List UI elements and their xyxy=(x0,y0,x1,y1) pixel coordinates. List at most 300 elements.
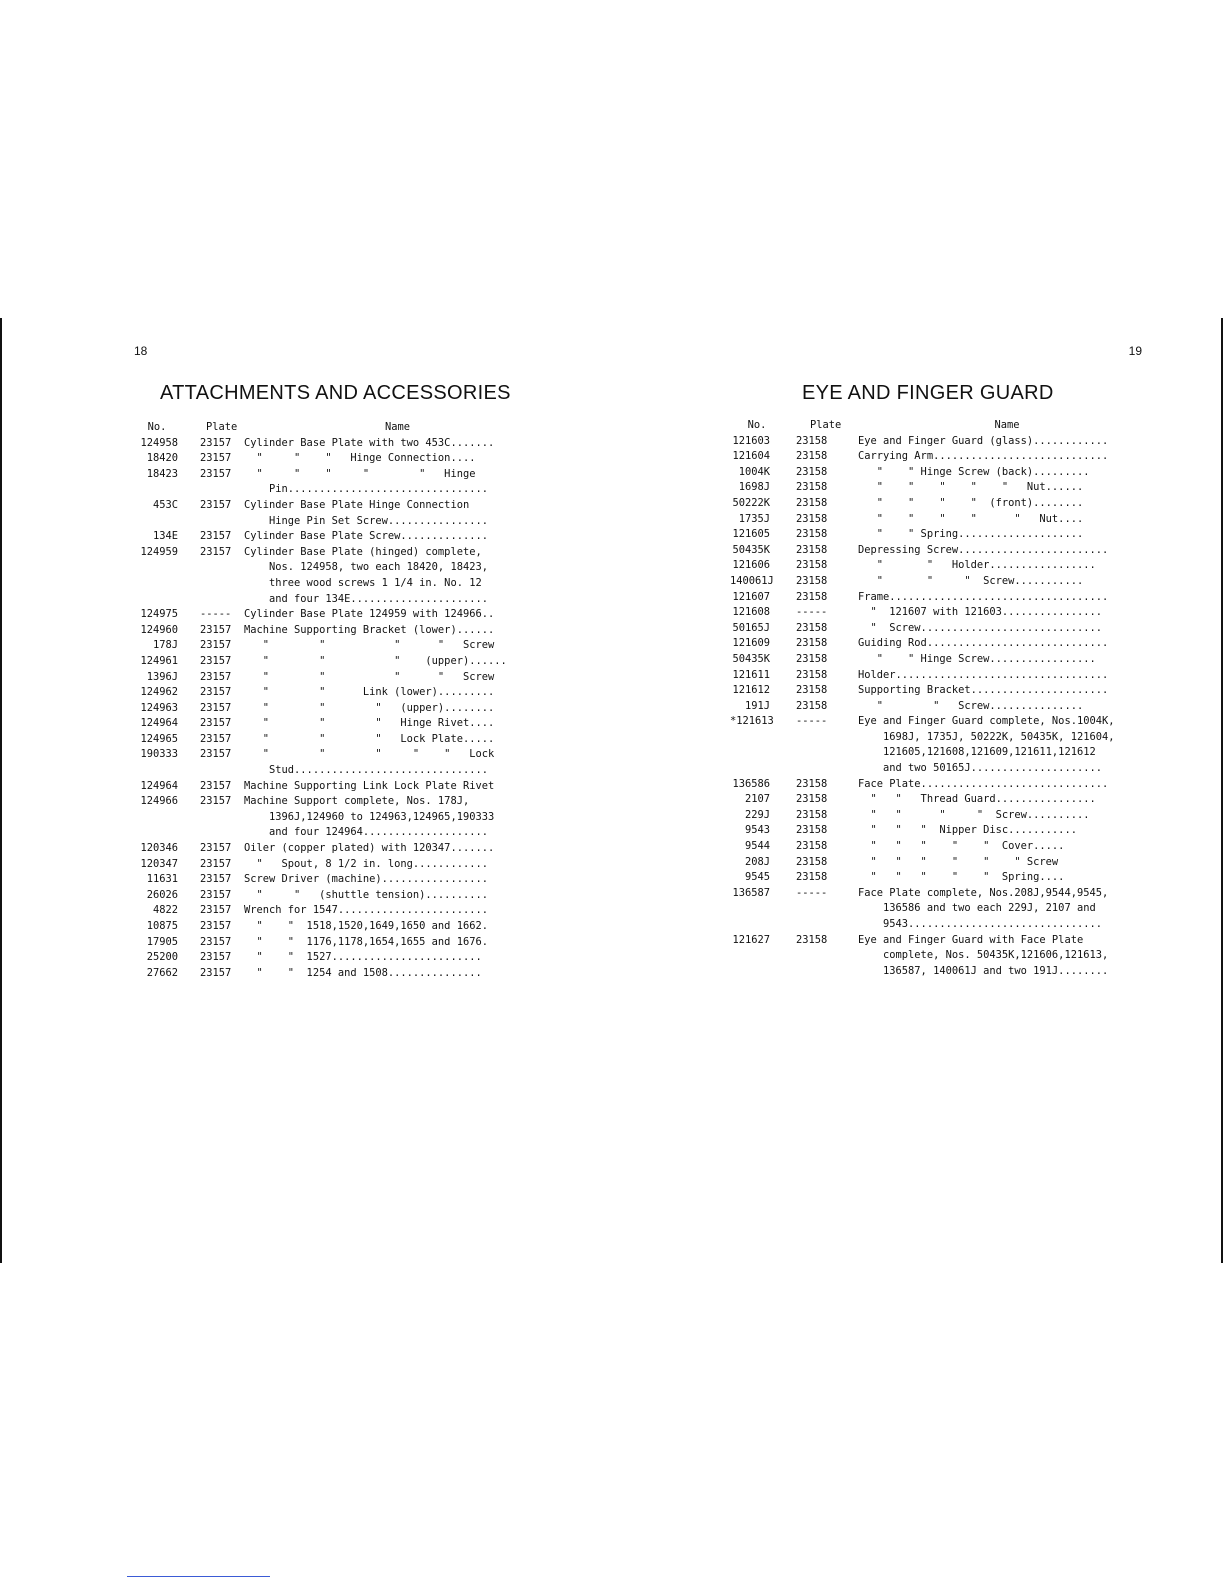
part-name-line: Depressing Screw........................ xyxy=(858,543,1109,556)
part-number: 191J xyxy=(744,699,770,712)
part-name-line: " " 1527........................ xyxy=(244,951,482,964)
part-name-line: Eye and Finger Guard (glass)............ xyxy=(858,434,1109,447)
table-body xyxy=(130,436,545,982)
plate-number: 23157 xyxy=(200,795,232,808)
part-name-line: Cylinder Base Plate 124959 with 124966.. xyxy=(244,608,495,621)
part-name xyxy=(244,919,545,935)
table-row xyxy=(130,670,545,686)
part-name xyxy=(244,654,545,670)
part-name-line: Eye and Finger Guard with Face Plate xyxy=(858,933,1084,946)
table-row xyxy=(730,558,1142,574)
part-name-line: Oiler (copper plated) with 120347....... xyxy=(244,842,495,855)
part-name-line: " " Spring.................... xyxy=(858,528,1084,541)
plate-number: 23158 xyxy=(796,559,828,572)
plate-number: 23157 xyxy=(200,639,232,652)
table-row xyxy=(730,823,1142,839)
part-name-line: " Screw............................. xyxy=(858,621,1102,634)
plate-number: 23158 xyxy=(796,652,828,665)
part-name-line: " " (shuttle tension).......... xyxy=(244,888,488,901)
table-row xyxy=(730,527,1142,543)
plate-number: 23158 xyxy=(796,496,828,509)
part-number: 9544 xyxy=(744,840,770,853)
part-name xyxy=(244,638,545,654)
table-row xyxy=(130,888,545,904)
part-name-line: " 121607 with 121603................ xyxy=(858,606,1102,619)
part-name-line: " " " Hinge Rivet.... xyxy=(244,717,495,730)
part-name xyxy=(858,870,1142,886)
part-number: 1004K xyxy=(738,465,770,478)
table-row xyxy=(130,654,545,670)
part-number: 178J xyxy=(152,639,178,652)
part-number: 1735J xyxy=(738,512,770,525)
table-row xyxy=(130,841,545,857)
part-name xyxy=(244,436,545,452)
part-name-line: Screw Driver (machine)................. xyxy=(244,873,488,886)
part-name-line: Guiding Rod............................. xyxy=(858,637,1109,650)
part-name xyxy=(858,699,1142,715)
table-row xyxy=(130,872,545,888)
table-row xyxy=(730,590,1142,606)
plate-number: 23158 xyxy=(796,808,828,821)
table-row xyxy=(730,480,1142,496)
plate-number: 23157 xyxy=(200,966,232,979)
part-number: 134E xyxy=(152,530,178,543)
part-name-line: " " " (upper)........ xyxy=(244,701,495,714)
part-number: 124964 xyxy=(140,779,178,792)
plate-number: 23157 xyxy=(200,701,232,714)
plate-number: 23158 xyxy=(796,668,828,681)
part-number: 121607 xyxy=(732,590,770,603)
part-name-line: " " " " " " Screw xyxy=(858,855,1059,868)
part-name-line: three wood screws 1 1/4 in. No. 12 xyxy=(244,576,482,589)
table-row xyxy=(730,933,1142,980)
part-name xyxy=(858,512,1142,528)
part-name xyxy=(858,480,1142,496)
table-row xyxy=(130,436,545,452)
part-name-line: " " Link (lower)......... xyxy=(244,686,495,699)
bottom-link-underline xyxy=(127,1576,270,1577)
part-name-line: Frame................................... xyxy=(858,590,1109,603)
part-number: 124959 xyxy=(140,545,178,558)
part-name xyxy=(244,529,545,545)
part-name-line: Wrench for 1547........................ xyxy=(244,904,488,917)
table-row xyxy=(730,855,1142,871)
plate-number: 23157 xyxy=(200,467,232,480)
table-row xyxy=(730,449,1142,465)
part-name-line: Holder.................................. xyxy=(858,668,1109,681)
part-name-line: Hinge Pin Set Screw................ xyxy=(244,514,488,527)
header-name: Name xyxy=(384,421,411,433)
table-row xyxy=(130,467,545,498)
plate-number: 23158 xyxy=(796,621,828,634)
part-name xyxy=(244,623,545,639)
plate-number: 23158 xyxy=(796,590,828,603)
header-no: No. xyxy=(747,419,767,431)
part-number: 26026 xyxy=(146,888,178,901)
table-row xyxy=(730,808,1142,824)
parts-table xyxy=(130,420,545,981)
part-name-line: " " " Nipper Disc........... xyxy=(858,824,1077,837)
part-number: 18423 xyxy=(146,467,178,480)
part-name-line: Machine Supporting Link Lock Plate Rivet xyxy=(244,779,495,792)
part-name xyxy=(858,808,1142,824)
plate-number: 23157 xyxy=(200,935,232,948)
part-name xyxy=(244,779,545,795)
part-number: 50222K xyxy=(732,496,770,509)
part-name-line: " " " Lock Plate..... xyxy=(244,732,495,745)
part-name-line: Cylinder Base Plate Hinge Connection xyxy=(244,498,470,511)
part-name-line: " " Thread Guard................ xyxy=(858,793,1096,806)
part-name-line: Face Plate.............................. xyxy=(858,777,1109,790)
table-header xyxy=(130,420,545,436)
part-number: 9543 xyxy=(744,824,770,837)
part-name xyxy=(858,527,1142,543)
part-name-line: " " " " Screw.......... xyxy=(858,808,1090,821)
table-row xyxy=(730,886,1142,933)
header-plate: Plate xyxy=(206,421,238,433)
part-name xyxy=(858,558,1142,574)
table-row xyxy=(130,638,545,654)
part-name-line: Machine Supporting Bracket (lower)...... xyxy=(244,623,495,636)
header-no: No. xyxy=(147,421,167,433)
table-row xyxy=(730,574,1142,590)
part-name xyxy=(858,465,1142,481)
part-number: 190333 xyxy=(140,748,178,761)
table-row xyxy=(730,636,1142,652)
part-name-line: " " " " " Lock xyxy=(244,748,495,761)
part-number: 208J xyxy=(744,855,770,868)
part-name-line: " " " " " Cover..... xyxy=(858,840,1065,853)
table-row xyxy=(130,919,545,935)
plate-number: 23158 xyxy=(796,871,828,884)
part-name xyxy=(244,498,545,529)
part-name xyxy=(858,777,1142,793)
part-name-line: " " " Hinge Connection.... xyxy=(244,452,476,465)
part-name-line: Nos. 124958, two each 18420, 18423, xyxy=(244,561,488,574)
part-name-line: " " Screw............... xyxy=(858,699,1084,712)
plate-number: 23157 xyxy=(200,873,232,886)
part-name-line: " " " " Screw xyxy=(244,639,495,652)
part-name xyxy=(244,545,545,607)
part-name-line: " " " (upper)...... xyxy=(244,654,507,667)
table-row xyxy=(730,683,1142,699)
part-name-line: and four 124964.................... xyxy=(244,826,488,839)
part-name-line: " " Hinge Screw (back)......... xyxy=(858,465,1090,478)
plate-number: 23158 xyxy=(796,840,828,853)
table-row xyxy=(730,839,1142,855)
part-name-line: " " " " " Nut...... xyxy=(858,481,1084,494)
part-number: 4822 xyxy=(152,904,178,917)
part-name xyxy=(858,839,1142,855)
part-number: 25200 xyxy=(146,951,178,964)
part-name-line: 9543............................... xyxy=(858,918,1102,930)
part-number: 121608 xyxy=(732,606,770,619)
table-row xyxy=(130,607,545,623)
part-number: 1698J xyxy=(738,481,770,494)
page-number: 19 xyxy=(1128,344,1142,358)
table-row xyxy=(130,857,545,873)
plate-number: ----- xyxy=(796,606,828,619)
plate-number: ----- xyxy=(200,608,232,621)
part-number: 50435K xyxy=(732,543,770,556)
plate-number: 23157 xyxy=(200,452,232,465)
part-number: 453C xyxy=(152,498,178,511)
part-name xyxy=(244,747,545,778)
part-number: 121612 xyxy=(732,684,770,697)
part-number: 121627 xyxy=(732,933,770,946)
part-name-line: 136587, 140061J and two 191J........ xyxy=(858,964,1109,977)
plate-number: 23157 xyxy=(200,623,232,636)
table-row xyxy=(130,779,545,795)
page-title: ATTACHMENTS AND ACCESSORIES xyxy=(160,382,511,404)
part-name-line: " " Holder................. xyxy=(858,559,1096,572)
table-row xyxy=(730,699,1142,715)
part-name xyxy=(858,886,1142,933)
part-name xyxy=(858,668,1142,684)
table-row xyxy=(130,545,545,607)
plate-number: 23158 xyxy=(796,777,828,790)
part-number: 120347 xyxy=(140,857,178,870)
plate-number: 23157 xyxy=(200,951,232,964)
part-number: 9545 xyxy=(744,871,770,884)
part-number: 121606 xyxy=(732,559,770,572)
part-number: 121604 xyxy=(732,450,770,463)
part-name xyxy=(244,607,545,623)
plate-number: 23157 xyxy=(200,436,232,449)
part-name-line: " Spout, 8 1/2 in. long............ xyxy=(244,857,488,870)
plate-number: 23157 xyxy=(200,842,232,855)
table-row xyxy=(130,701,545,717)
part-name-line: Supporting Bracket...................... xyxy=(858,684,1109,697)
part-number: 1396J xyxy=(146,670,178,683)
plate-number: 23157 xyxy=(200,545,232,558)
table-row xyxy=(730,652,1142,668)
part-name xyxy=(244,451,545,467)
part-name xyxy=(858,449,1142,465)
part-name-line: Pin................................ xyxy=(244,483,488,496)
part-name-line: " " 1518,1520,1649,1650 and 1662. xyxy=(244,920,488,932)
plate-number: 23158 xyxy=(796,824,828,837)
table-row xyxy=(130,716,545,732)
table-row xyxy=(730,870,1142,886)
part-name-line: 136586 and two each 229J, 2107 and xyxy=(858,902,1096,915)
part-number: 136586 xyxy=(732,777,770,790)
part-name xyxy=(858,605,1142,621)
plate-number: 23157 xyxy=(200,779,232,792)
part-name-line: " " " " " Nut.... xyxy=(858,512,1084,525)
part-name-line: " " " " " Hinge xyxy=(244,467,476,480)
part-number: 10875 xyxy=(146,920,178,932)
table-header xyxy=(730,418,1142,434)
part-name xyxy=(244,888,545,904)
table-row xyxy=(730,792,1142,808)
plate-number: 23157 xyxy=(200,857,232,870)
part-number: 50165J xyxy=(732,621,770,634)
part-name-line: Cylinder Base Plate (hinged) complete, xyxy=(244,545,482,558)
part-name-line: complete, Nos. 50435K,121606,121613, xyxy=(858,949,1109,962)
part-name xyxy=(244,701,545,717)
part-name xyxy=(858,496,1142,512)
plate-number: 23158 xyxy=(796,684,828,697)
part-name xyxy=(244,950,545,966)
part-name-line: 1396J,124960 to 124963,124965,190333 xyxy=(244,810,495,823)
part-name xyxy=(858,933,1142,980)
part-number: 124960 xyxy=(140,623,178,636)
page-number: 18 xyxy=(134,344,148,358)
part-number: 124965 xyxy=(140,732,178,745)
table-row xyxy=(130,747,545,778)
part-number: 121609 xyxy=(732,637,770,650)
part-name xyxy=(244,903,545,919)
part-name xyxy=(244,670,545,686)
part-name xyxy=(858,543,1142,559)
table-row xyxy=(130,529,545,545)
part-name xyxy=(858,434,1142,450)
header-name: Name xyxy=(994,419,1020,431)
table-row xyxy=(730,543,1142,559)
part-name xyxy=(858,792,1142,808)
part-number: 18420 xyxy=(146,452,178,465)
part-name-line: and two 50165J..................... xyxy=(858,762,1102,775)
part-name-line: " " " " Screw xyxy=(244,670,495,683)
part-name xyxy=(244,732,545,748)
plate-number: 23158 xyxy=(796,481,828,494)
plate-number: 23158 xyxy=(796,699,828,712)
part-number: 124962 xyxy=(140,686,178,699)
plate-number: 23157 xyxy=(200,748,232,761)
plate-number: 23157 xyxy=(200,498,232,511)
plate-number: 23158 xyxy=(796,434,828,447)
plate-number: 23158 xyxy=(796,543,828,556)
plate-number: 23157 xyxy=(200,530,232,543)
table-row xyxy=(730,605,1142,621)
part-name-line: 1698J, 1735J, 50222K, 50435K, 121604, xyxy=(858,730,1115,743)
part-number: 124975 xyxy=(140,608,178,621)
part-name-line: " " " " " Spring.... xyxy=(858,871,1065,884)
plate-number: 23157 xyxy=(200,670,232,683)
part-number: 124961 xyxy=(140,654,178,667)
plate-number: 23158 xyxy=(796,574,828,587)
part-name-line: " " " Screw........... xyxy=(858,574,1084,587)
plate-number: 23158 xyxy=(796,450,828,463)
part-number: 121605 xyxy=(732,528,770,541)
header-plate: Plate xyxy=(810,419,842,431)
plate-number: 23158 xyxy=(796,465,828,478)
part-number: 2107 xyxy=(744,793,770,806)
plate-number: ----- xyxy=(796,715,828,728)
part-number: 121611 xyxy=(732,668,770,681)
part-number: 27662 xyxy=(146,966,178,979)
table-row xyxy=(130,685,545,701)
page-title: EYE AND FINGER GUARD xyxy=(802,382,1054,404)
part-name xyxy=(858,652,1142,668)
part-number: 120346 xyxy=(140,842,178,855)
plate-number: 23158 xyxy=(796,855,828,868)
table-row xyxy=(130,623,545,639)
plate-number: 23157 xyxy=(200,920,232,932)
part-name-line: Cylinder Base Plate with two 453C....... xyxy=(244,436,495,449)
table-row xyxy=(730,434,1142,450)
part-name xyxy=(858,714,1142,776)
plate-number: 23157 xyxy=(200,888,232,901)
table-row xyxy=(130,966,545,982)
plate-number: 23157 xyxy=(200,732,232,745)
part-number: 17905 xyxy=(146,935,178,948)
part-name xyxy=(858,683,1142,699)
part-name xyxy=(858,621,1142,637)
part-name-line: " " 1176,1178,1654,1655 and 1676. xyxy=(244,935,488,948)
part-name-line: " " 1254 and 1508............... xyxy=(244,966,482,979)
part-name xyxy=(244,841,545,857)
part-name xyxy=(244,685,545,701)
part-number: 136587 xyxy=(732,886,770,899)
plate-number: 23157 xyxy=(200,904,232,917)
part-name xyxy=(858,636,1142,652)
part-name-line: Eye and Finger Guard complete, Nos.1004K, xyxy=(858,715,1115,728)
part-name-line: 121605,121608,121609,121611,121612 xyxy=(858,746,1096,759)
page-edge-right xyxy=(1221,318,1223,1263)
plate-number: 23158 xyxy=(796,933,828,946)
table-row xyxy=(130,498,545,529)
part-name xyxy=(244,716,545,732)
plate-number: 23157 xyxy=(200,686,232,699)
plate-number: 23158 xyxy=(796,793,828,806)
table-row xyxy=(130,950,545,966)
plate-number: 23157 xyxy=(200,717,232,730)
table-row xyxy=(130,903,545,919)
table-row xyxy=(730,714,1142,776)
plate-number: 23157 xyxy=(200,654,232,667)
table-row xyxy=(730,777,1142,793)
part-name xyxy=(858,823,1142,839)
plate-number: 23158 xyxy=(796,528,828,541)
part-number: 11631 xyxy=(146,873,178,886)
part-name-line: Carrying Arm............................ xyxy=(858,450,1109,463)
part-name xyxy=(244,794,545,841)
table-row xyxy=(730,512,1142,528)
part-name-line: Face Plate complete, Nos.208J,9544,9545, xyxy=(858,886,1109,899)
table-row xyxy=(730,621,1142,637)
part-name xyxy=(244,467,545,498)
table-body xyxy=(730,434,1142,980)
table-row xyxy=(130,935,545,951)
table-row xyxy=(130,451,545,467)
parts-table xyxy=(730,418,1142,979)
part-number: 124963 xyxy=(140,701,178,714)
plate-number: 23158 xyxy=(796,512,828,525)
part-number: 229J xyxy=(744,808,770,821)
part-name-line: " " " " (front)........ xyxy=(858,496,1084,509)
table-row xyxy=(730,465,1142,481)
table-row xyxy=(130,732,545,748)
part-name xyxy=(244,872,545,888)
table-row xyxy=(130,794,545,841)
table-row xyxy=(730,496,1142,512)
plate-number: 23158 xyxy=(796,637,828,650)
part-name xyxy=(244,857,545,873)
part-name-line: Machine Support complete, Nos. 178J, xyxy=(244,795,470,808)
part-name-line: and four 134E...................... xyxy=(244,592,488,605)
plate-number: ----- xyxy=(796,886,828,899)
part-name xyxy=(244,935,545,951)
table-row xyxy=(730,668,1142,684)
part-name xyxy=(244,966,545,982)
part-name xyxy=(858,590,1142,606)
part-number: 50435K xyxy=(732,652,770,665)
part-number: 124964 xyxy=(140,717,178,730)
part-number: 140061J xyxy=(730,574,774,587)
part-number: *121613 xyxy=(730,715,774,728)
